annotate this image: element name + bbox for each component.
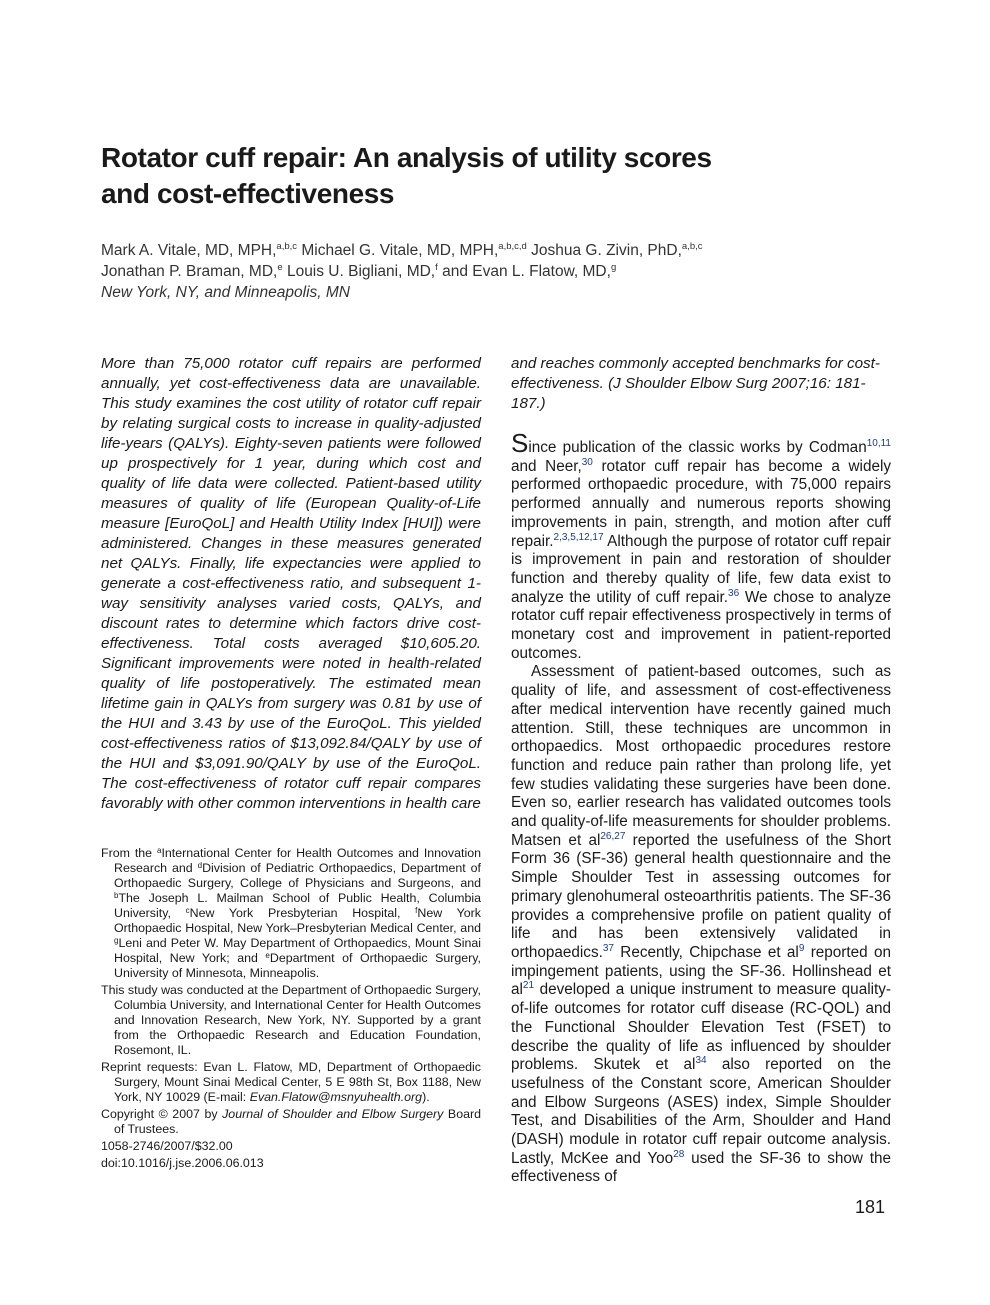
author-1: Mark A. Vitale, MD, MPH, [101, 242, 277, 259]
doi-link[interactable]: doi:10.1016/j.jse.2006.06.013 [101, 1156, 264, 1170]
author-location: New York, NY, and Minneapolis, MN [101, 284, 350, 301]
author-4: Jonathan P. Braman, MD, [101, 263, 278, 280]
author-6-affil: g [610, 262, 617, 273]
author-3: Joshua G. Zivin, PhD, [526, 242, 682, 259]
citation-link[interactable]: 37 [602, 942, 614, 954]
study-note: This study was conducted at the Department of Orthopaedic Surgery, Columbia University, and International Center for Health Outcomes and Innovation Research, New York, NY. Supported by a grant from the Orthopaedic Research and Education Foundation, Rosemont, IL. [101, 983, 481, 1057]
article-title [101, 140, 801, 212]
citation-link[interactable]: 21 [522, 980, 535, 992]
author-list [101, 240, 901, 303]
reprint-note: Reprint requests: Evan L. Flatow, MD, Department of Orthopaedic Surgery, Mount Sinai Medical Center, 5 E 98th St, Box 1188, New York, NY 10029 (E-mail: Evan.Flatow@msnyuhealth.org). [101, 1060, 481, 1104]
affiliations-note: From the $^a$International Center for Health Outcomes and Innovation Research and $^d$Division of Pediatric Orthopaedics, Department of Orthopaedic Surgery, College of Physicians and Surgeons, and $^b$The Joseph L. Mailman School of Public Health, Columbia University, $^c$New York Presbyterian Hospital, $^f$New York Orthopaedic Hospital, New York–Presbyterian Medical Center, and $^g$Leni and Peter W. May Department of Orthopaedics, Mount Sinai Hospital, New York; and $^e$Department of Orthopaedic Surgery, University of Minnesota, Minneapolis. [101, 846, 481, 980]
author-6: and Evan L. Flatow, MD, [437, 263, 611, 280]
copyright-note: Copyright © 2007 by Journal of Shoulder and Elbow Surgery Board of Trustees. [101, 1107, 481, 1136]
author-1-affil: a,b,c [276, 241, 298, 252]
citation-link[interactable]: 2,3,5,12,17 [553, 531, 604, 543]
abstract-right: and reaches commonly accepted benchmarks for cost-effectiveness. (J Shoulder Elbow Surg 2007;16: 181-187.) [511, 355, 880, 412]
citation-link[interactable]: 9 [798, 942, 805, 954]
body-paragraph-2: Assessment of patient-based outcomes, such as quality of life, and assessment of cost-effectiveness after medical intervention have recently gained much attention. Still, these techniques are uncommon in orthopaedics. Most orthopaedic procedures restore function and reduce pain rather than prolong life, yet few studies validating these surgeries have been done. Even so, earlier research has validated outcomes tools and quality-of-life measurements for shoulder problems. Matsen et al$^{26,27}$ reported the usefulness of the Short Form 36 (SF-36) general health questionnaire and the Simple Shoulder Test in assessing outcomes for primary glenohumeral osteoarthritis patients. The SF-36 provides a comprehensive profile on patient quality of life and has been extensively validated in orthopaedics.$^{37}$ Recently, Chipchase et $al^9$ reported on impingement patients, using the SF-36. Hollinshead et $al^{21}$ developed a unique instrument to measure quality-of-life outcomes for rotator cuff disease (RC-QOL) and the Functional Shoulder Elevation Test (FSET) to describe the quality of life as influenced by shoulder problems. Skutek et $al^{34}$ also reported on the usefulness of the Constant score, American Shoulder and Elbow Surgeons (ASES) index, Simple Shoulder Test, and Disabilities of the Arm, Shoulder and Hand (DASH) module in rotator cuff repair outcome analysis. Lastly, McKee and Yoo$^{28}$ used the SF-36 to show the effectiveness of [511, 663, 892, 1186]
reprint-email-link[interactable]: Evan.Flatow@msnyuhealth.org [249, 1090, 423, 1104]
body-text [511, 428, 892, 1187]
title-line-2: and cost-effectiveness [101, 178, 395, 209]
author-5: Louis U. Bigliani, MD, [282, 263, 436, 280]
author-2-affil: a,b,c,d [498, 241, 527, 252]
citation-link[interactable]: 28 [673, 1148, 685, 1160]
body-paragraph-1: Since publication of the classic works by Codman$^{10,11}$ and Neer,$^{30}$ rotator cuff repair has become a widely performed orthopaedic procedure, with 75,000 repairs performed annually and numerous reports showing improvements in pain, strength, and motion after cuff repair.$^{2,3,5,12,17}$ Although the purpose of rotator cuff repair is improvement in pain and restoration of shoulder function and thereby quality of life, few data exist to analyze the utility of cuff repair.$^{36}$ We chose to analyze rotator cuff repair effectiveness prospectively in terms of monetary cost and improvement in patient-reported outcomes. [511, 428, 892, 662]
citation-link[interactable]: 30 [581, 456, 593, 468]
page-number: 181 [855, 1197, 886, 1217]
citation-link[interactable]: 10,11 [866, 438, 891, 449]
title-line-1: Rotator cuff repair: An analysis of utility scores [101, 142, 712, 173]
author-3-affil: a,b,c [681, 241, 703, 252]
author-5-affil: f [435, 262, 438, 273]
author-2: Michael G. Vitale, MD, MPH, [297, 242, 499, 259]
citation-link[interactable]: 34 [695, 1055, 707, 1067]
footnotes [101, 846, 481, 1173]
author-4-affil: e [277, 262, 283, 273]
issn-note: 1058-2746/2007/$32.00 [101, 1139, 233, 1153]
drop-cap: S [511, 428, 529, 458]
abstract-left: More than 75,000 rotator cuff repairs are performed annually, yet cost-effectiveness data are unavailable. This study examines the cost utility of rotator cuff repair by relating surgical costs to increase in quality-adjusted life-years (QALYs). Eighty-seven patients were followed up prospectively for 1 year, during which cost and quality of life data were collected. Patient-based utility measures of quality of life (European Quality-of-Life measure [EuroQoL] and Health Utility Index [HUI]) were administered. Changes in these measures generated net QALYs. Finally, life expectancies were applied to generate a cost-effectiveness ratio, and subsequent 1-way sensitivity analyses varied costs, QALYs, and discount rates to determine which factors drive cost-effectiveness. Total costs averaged $10,605.20. Significant improvements were noted in health-related quality of life postoperatively. The estimated mean lifetime gain in QALYs from surgery was 0.81 by use of the HUI and 3.43 by use of the EuroQoL. This yielded cost-effectiveness ratios of $13,092.84/QALY by use of the HUI and $3,091.90/QALY by use of the EuroQoL. The cost-effectiveness of rotator cuff repair compares favorably with other common interventions in health care [101, 355, 481, 812]
citation-link[interactable]: 26,27 [600, 830, 626, 842]
citation-link[interactable]: 36 [728, 587, 740, 599]
